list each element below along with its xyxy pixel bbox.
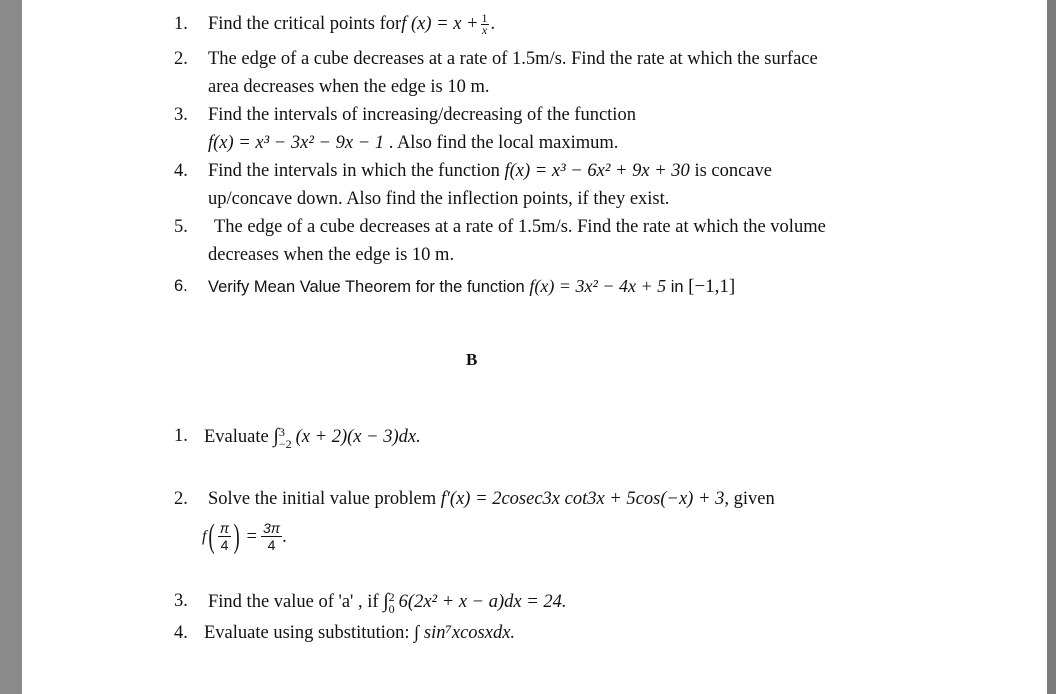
question-text: . Also find the local maximum. bbox=[384, 133, 619, 153]
question-a4-line2: up/concave down. Also find the inflection points, if they exist. bbox=[208, 189, 670, 209]
item-number: 6. bbox=[174, 277, 188, 295]
integral-icon: ∫ bbox=[273, 425, 279, 447]
fraction-numerator: π bbox=[219, 520, 230, 537]
fraction bbox=[261, 520, 282, 553]
interval: [−1,1] bbox=[688, 276, 736, 297]
lower-limit: −2 bbox=[278, 436, 292, 451]
fraction-denominator: x bbox=[481, 23, 488, 38]
math-expression: f(x) = 3x² − 4x + 5 bbox=[529, 276, 667, 296]
question-text: Find the intervals in which the function bbox=[208, 161, 505, 181]
section-heading: B bbox=[466, 350, 478, 369]
upper-limit: 3 bbox=[278, 424, 285, 439]
integral-limits bbox=[279, 426, 292, 450]
item-number: 2. bbox=[174, 489, 188, 509]
left-border bbox=[0, 0, 22, 694]
fraction bbox=[481, 13, 489, 36]
integral-icon: ∫ bbox=[383, 590, 389, 612]
item-number: 3. bbox=[174, 591, 188, 611]
right-border bbox=[1047, 0, 1056, 694]
question-a3-line1: Find the intervals of increasing/decreasing of the function bbox=[208, 105, 636, 125]
math-expression: f′(x) = 2cosec3x cot3x + 5cos(−x) + 3, bbox=[440, 489, 729, 509]
math-expression: f(x) = x³ − 3x² − 9x − 1 bbox=[208, 133, 385, 153]
question-b1 bbox=[204, 424, 421, 450]
equals-sign: = bbox=[246, 526, 257, 547]
question-text: is concave bbox=[689, 161, 772, 181]
upper-limit: 2 bbox=[388, 589, 395, 604]
question-a3-line2 bbox=[208, 131, 618, 155]
fraction-denominator: 4 bbox=[220, 537, 229, 554]
question-text: in bbox=[666, 278, 689, 296]
question-text: Evaluate using substitution: bbox=[204, 623, 415, 643]
question-a2-line1: The edge of a cube decreases at a rate of 1.5m/s. Find the rate at which the surface bbox=[208, 49, 818, 69]
math-expression: f (x) = x + bbox=[401, 14, 479, 34]
item-number: 2. bbox=[174, 49, 188, 69]
question-text: Verify Mean Value Theorem for the function bbox=[208, 278, 530, 296]
math-expression: 6(2x² + x − a)dx = 24. bbox=[398, 592, 567, 612]
math-expression: f(x) = x³ − 6x² + 9x + 30 bbox=[504, 161, 690, 181]
question-a5-line1: The edge of a cube decreases at a rate of 1.5m/s. Find the rate at which the volume bbox=[214, 217, 826, 237]
function-symbol: f bbox=[202, 527, 207, 545]
fraction-numerator: 3π bbox=[262, 520, 281, 537]
item-number: 4. bbox=[174, 623, 188, 643]
lower-limit: 0 bbox=[388, 601, 395, 616]
punctuation: . bbox=[282, 526, 287, 547]
item-number: 4. bbox=[174, 161, 188, 181]
right-paren: ) bbox=[233, 517, 240, 555]
fraction-denominator: 4 bbox=[267, 537, 276, 554]
question-text: Solve the initial value problem bbox=[208, 489, 441, 509]
question-b4 bbox=[204, 621, 515, 645]
question-text: given bbox=[728, 489, 775, 509]
document-page bbox=[22, 0, 1047, 694]
question-a6 bbox=[208, 274, 735, 299]
question-a1 bbox=[208, 12, 495, 36]
question-text: Evaluate bbox=[204, 427, 274, 447]
fraction-numerator: 1 bbox=[481, 11, 488, 26]
left-paren: ( bbox=[209, 517, 216, 555]
item-number: 1. bbox=[174, 426, 188, 446]
question-text: Find the critical points for bbox=[208, 14, 402, 34]
math-expression: (x + 2)(x − 3)dx. bbox=[295, 427, 421, 447]
question-b3 bbox=[208, 589, 567, 615]
question-a2-line2: area decreases when the edge is 10 m. bbox=[208, 77, 490, 97]
item-number: 3. bbox=[174, 105, 188, 125]
question-b2-line1 bbox=[208, 487, 775, 511]
item-number: 5. bbox=[174, 217, 188, 237]
fraction bbox=[218, 520, 231, 553]
question-text: Find the value of 'a' , if bbox=[208, 592, 384, 612]
item-number: 1. bbox=[174, 14, 188, 34]
question-a4-line1 bbox=[208, 159, 772, 183]
integral-limits bbox=[389, 591, 395, 615]
question-a5-line2: decreases when the edge is 10 m. bbox=[208, 245, 455, 265]
math-expression: ∫ sin⁷xcosxdx. bbox=[414, 623, 516, 643]
punctuation: . bbox=[490, 14, 496, 34]
question-b2-condition bbox=[202, 516, 287, 557]
